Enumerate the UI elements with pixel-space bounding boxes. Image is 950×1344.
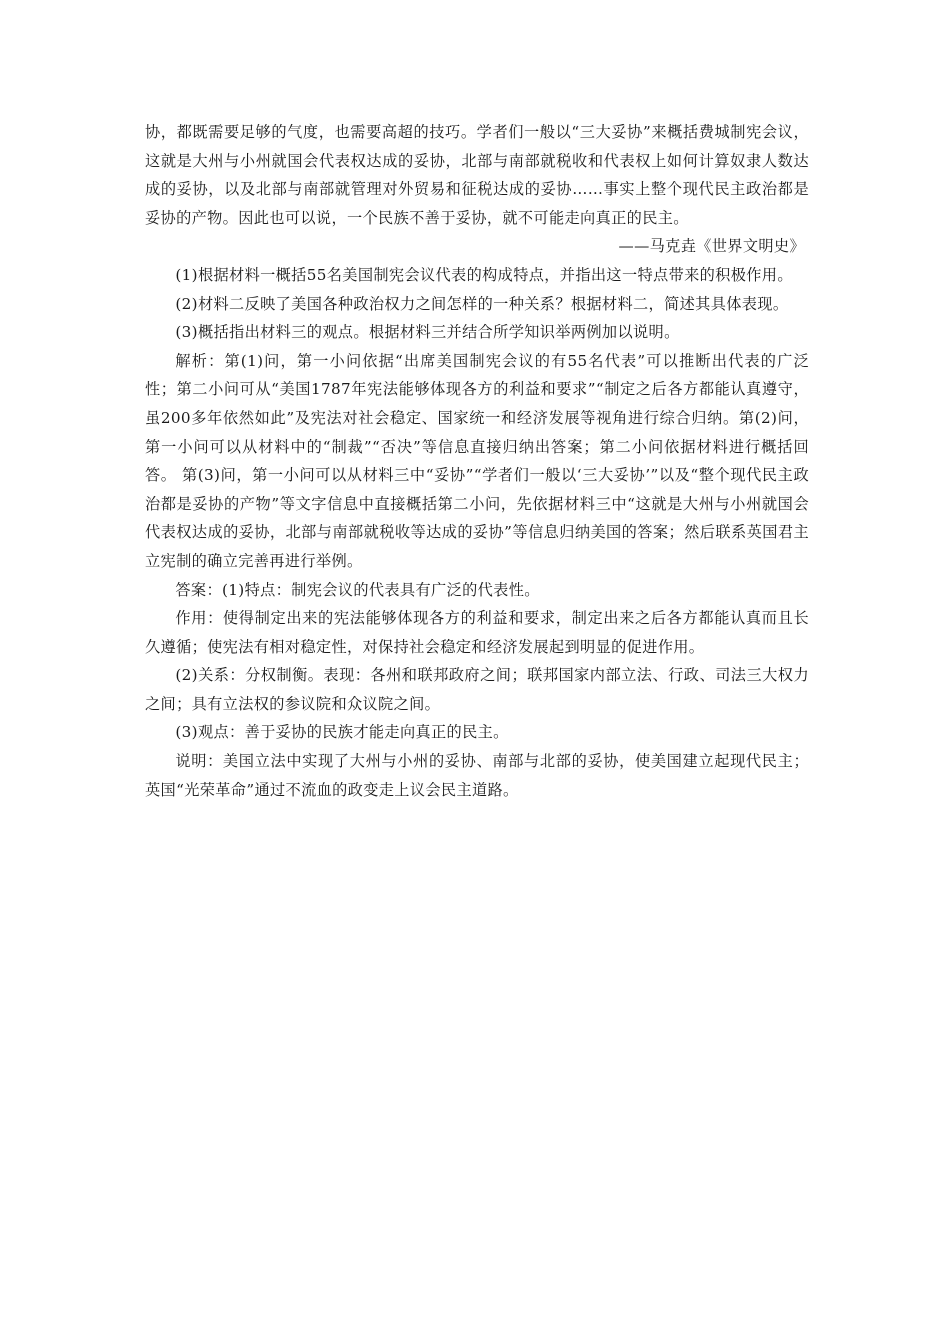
question-3: (3)概括指出材料三的观点。根据材料三并结合所学知识举两例加以说明。 bbox=[175, 323, 680, 342]
question-2: (2)材料二反映了美国各种政治权力之间怎样的一种关系？根据材料二，简述其具体表现。 bbox=[175, 294, 789, 313]
answer-3-explain: 说明：美国立法中实现了大州与小州的妥协、南部与北部的妥协，使美国建立起现代民主；英国“光荣革命”通过不流血的政变走上议会民主道路。 bbox=[145, 752, 809, 799]
answer-2: (2)关系：分权制衡。表现：各州和联邦政府之间；联邦国家内部立法、行政、司法三大权力之间；具有立法权的参议院和众议院之间。 bbox=[145, 666, 809, 713]
document-page bbox=[145, 118, 809, 804]
material3-source: ——马克垚《世界文明史》 bbox=[618, 237, 805, 256]
answer-1-feature: 答案：(1)特点：制宪会议的代表具有广泛的代表性。 bbox=[175, 580, 540, 599]
answer-3-view: (3)观点：善于妥协的民族才能走向真正的民主。 bbox=[175, 723, 509, 742]
material3-text: 协，都既需要足够的气度，也需要高超的技巧。学者们一般以“三大妥协”来概括费城制宪会议，这就是大州与小州就国会代表权达成的妥协，北部与南部就税收和代表权上如何计算奴隶人数达成的妥协，以及北部与南部就管理对外贸易和征税达成的妥协……事实上整个现代民主政治都是妥协的产物。因此也可以说，一个民族不善于妥协，就不可能走向真正的民主。 bbox=[145, 123, 809, 227]
analysis-text: 解析：第(1)问，第一小问依据“出席美国制宪会议的有55名代表”可以推断出代表的广泛性；第二小问可从“美国1787年宪法能够体现各方的利益和要求”“制定之后各方都能认真遵守，虽200多年依然如此”及宪法对社会稳定、国家统一和经济发展等视角进行综合归纳。第(2)问，第一小问可以从材料中的“制裁”“否决”等信息直接归纳出答案；第二小问依据材料进行概括回答。 第(3)问，第一小问可以从材料三中“妥协”“学者们一般以‘三大妥协’”以及“整个现代民主政治都是妥协的产物”等文字信息中直接概括第二小问，先依据材料三中“这就是大州与小州就国会代表权达成的妥协，北部与南部就税收等达成的妥协”等信息归纳美国的答案；然后联系英国君主立宪制的确立完善再进行举例。 bbox=[145, 351, 809, 570]
answer-1-effect: 作用：使得制定出来的宪法能够体现各方的利益和要求，制定出来之后各方都能认真而且长久遵循；使宪法有相对稳定性，对保持社会稳定和经济发展起到明显的促进作用。 bbox=[145, 609, 809, 656]
question-1: (1)根据材料一概括55名美国制宪会议代表的构成特点，并指出这一特点带来的积极作用。 bbox=[175, 265, 793, 284]
